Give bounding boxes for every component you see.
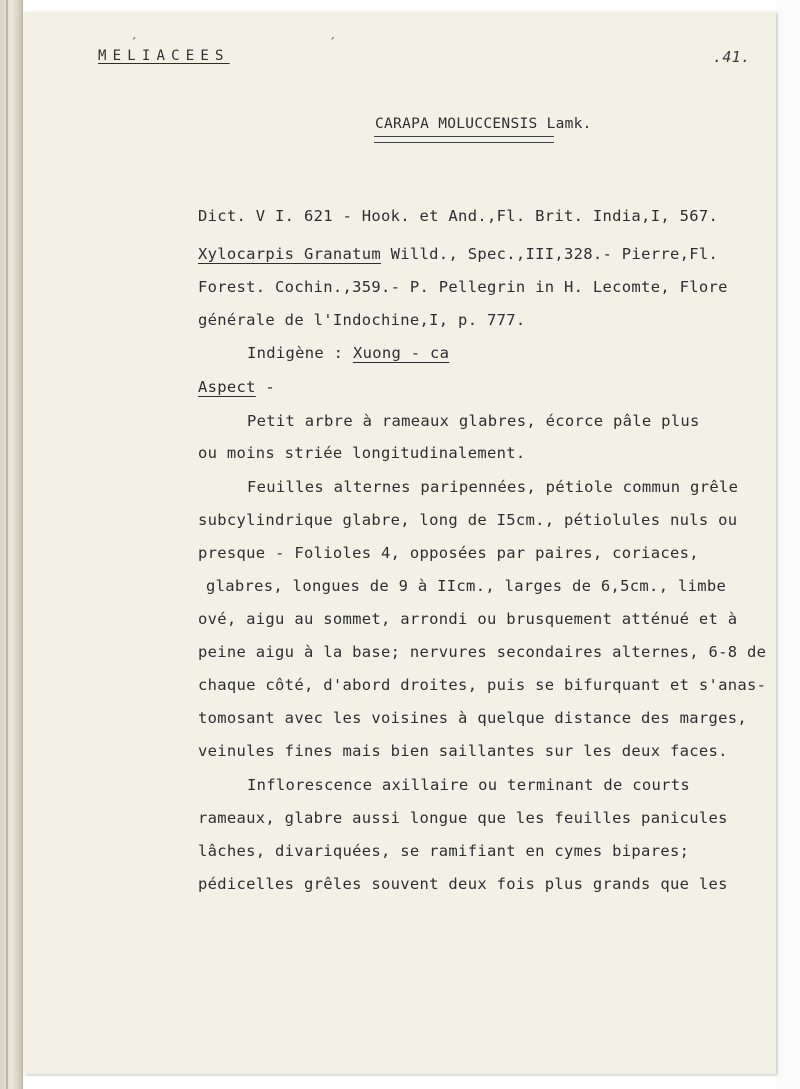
document-page: [24, 12, 776, 1074]
title-double-rule: [374, 136, 554, 143]
text-line: [198, 444, 525, 462]
page-number: .41.: [713, 48, 751, 66]
text-run: veinules fines mais bien saillantes sur les deux faces.: [198, 742, 728, 760]
underlined-run: Xylocarpis Granatum: [198, 245, 382, 263]
text-run: -: [255, 378, 276, 396]
text-run: subcylindrique glabre, long de I5cm., pétiolules nuls ou: [198, 511, 738, 529]
text-run: peine aigu à la base; nervures secondaires alternes, 6-8 de: [198, 643, 767, 661]
text-line: [247, 412, 700, 430]
text-line: [198, 207, 718, 225]
underlined-run: Xuong - ca: [352, 344, 450, 362]
text-run: pédicelles grêles souvent deux fois plus grands que les: [198, 875, 728, 893]
text-line: [247, 478, 738, 496]
text-line: [198, 511, 737, 529]
text-run: Feuilles alternes paripennées, pétiole commun grêle: [247, 478, 739, 496]
text-line: [206, 577, 726, 595]
text-line: [198, 610, 737, 628]
text-line: [198, 809, 728, 827]
text-line: [198, 709, 747, 727]
binding-edge: [0, 0, 23, 1089]
family-heading: MELIACEES: [98, 48, 230, 64]
text-run: Indigène :: [247, 344, 353, 362]
text-line: [198, 245, 718, 263]
text-run: Dict. V I. 621 - Hook. et And.,Fl. Brit. India,I, 567.: [198, 207, 719, 225]
text-run: Willd., Spec.,III,328.- Pierre,Fl.: [381, 245, 719, 263]
text-run: Petit arbre à rameaux glabres, écorce pâle plus: [247, 412, 700, 430]
text-line: [198, 842, 689, 860]
text-line: [198, 676, 766, 694]
text-line: [198, 278, 728, 296]
underlined-run: Aspect: [198, 378, 256, 396]
text-run: ou moins striée longitudinalement.: [198, 444, 526, 462]
text-run: chaque côté, d'abord droites, puis se bifurquant et s'anas-: [198, 676, 767, 694]
species-title: CARAPA MOLUCCENSIS Lamk.: [375, 116, 592, 132]
text-run: glabres, longues de 9 à IIcm., larges de 6,5cm., limbe: [206, 577, 727, 595]
text-line: [198, 311, 525, 329]
text-run: Forest. Cochin.,359.- P. Pellegrin in H. Lecomte, Flore: [198, 278, 728, 296]
text-run: Inflorescence axillaire ou terminant de courts: [247, 776, 691, 794]
text-line: [247, 776, 690, 794]
scan-margin: [776, 0, 800, 1089]
text-run: rameaux, glabre aussi longue que les feuilles panicules: [198, 809, 728, 827]
text-run: presque - Folioles 4, opposées par paires, coriaces,: [198, 544, 699, 562]
text-run: générale de l'Indochine,I, p. 777.: [198, 311, 526, 329]
text-run: ové, aigu au sommet, arrondi ou brusquement atténué et à: [198, 610, 738, 628]
accent-marks: ´ ´: [130, 36, 428, 50]
text-line: [198, 643, 766, 661]
text-line: [198, 742, 728, 760]
text-line: [247, 344, 449, 362]
text-line: [198, 544, 699, 562]
text-line: [198, 378, 275, 396]
text-run: lâches, divariquées, se ramifiant en cymes bipares;: [198, 842, 690, 860]
text-line: [198, 875, 728, 893]
text-run: tomosant avec les voisines à quelque distance des marges,: [198, 709, 748, 727]
